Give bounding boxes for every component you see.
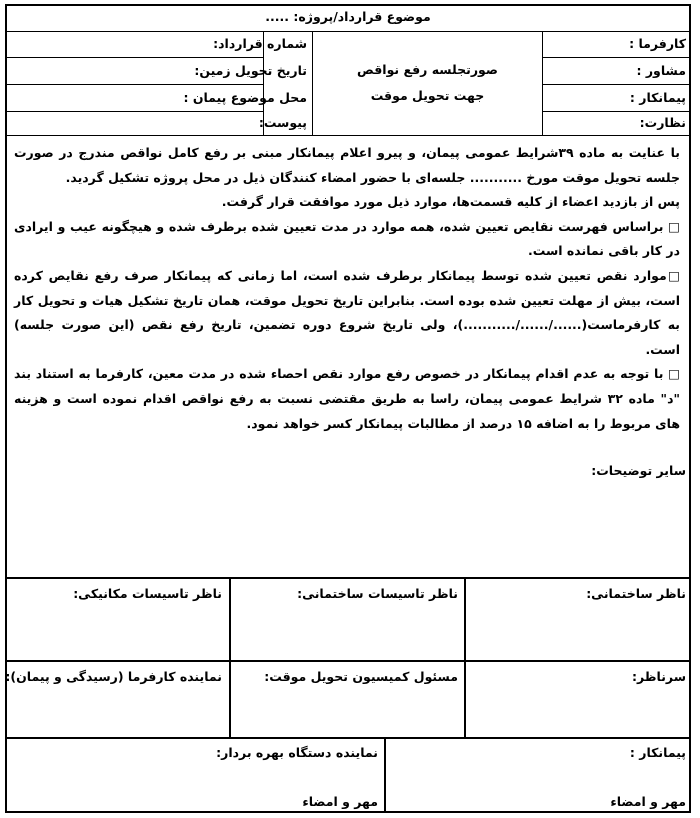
form-title-line-1: صورتجلسه رفع نواقص [357,62,498,77]
divider [5,31,691,32]
divider [5,135,691,136]
land-delivery-date-label: تاریخ تحویل زمین: [194,63,307,78]
divider [464,577,466,737]
employer-label: کارفرما : [629,36,686,51]
project-location-label: محل موضوع پیمان : [183,90,307,105]
option-employer-fixed: □ با توجه به عدم اقدام پیمانکار در خصوص رفع موارد نقص احصاء شده در مدت معین، کارفرما به استناد بند "د" ماده ۳۲ شرایط عمومی پیمان، راسا به طریق مقتضی نسبت به رفع نواقص اقدام نموده است و هزینه های مربوط را به اضافه ۱۵ درصد از مطالبات پیمانکار کسر خواهد نمود. [14,366,680,431]
employer-representative-label: نماینده کارفرما (رسیدگی و پیمان): [5,669,222,684]
form-title-line-2: جهت تحویل موقت [370,88,485,103]
divider [5,577,691,579]
divider [5,57,263,58]
divider [5,737,691,739]
contractor-stamp-sign-label: مهر و امضاء [610,794,686,809]
intro-paragraph: با عنایت به ماده ۳۹شرایط عمومی پیمان، و پیرو اعلام پیمانکار مبنی بر رفع کامل نواقص مندرج در صورت جلسه تحویل موقت مورخ ........... جلسه‌ای با حضور امضاء کنندگان ذیل در محل پروژه تشکیل گردید. [14,145,680,185]
operator-representative-label: نماینده دستگاه بهره بردار: [216,745,378,760]
project-subject-label: موضوع قرارداد/پروژه: ..... [265,9,431,24]
consultant-label: مشاور : [636,63,686,78]
contract-number-label: شماره قرارداد: [213,36,307,51]
option-fixed-late: □موارد نقص تعیین شده توسط پیمانکار برطرف شده است، اما زمانی که پیمانکار صرف رفع نقایص کرده است، بیش از مهلت تعیین شده بوده است. بنابراین تاریخ تحویل موقت، همان تاریخ تشکیل هیات و تحویل کار به کارفرماست(....../....../...........)، ولی تاریخ شروع دوره تضمین، تاریخ رفع نقص (این صورت جلسه) است. [14,267,680,357]
divider [542,84,691,85]
contractor-label: پیمانکار : [629,90,686,105]
divider [542,57,691,58]
head-supervisor-label: سرناظر: [631,669,686,684]
operator-stamp-sign-label: مهر و امضاء [302,794,378,809]
divider [5,660,691,662]
attachment-label: پیوست: [258,115,307,130]
divider [229,577,231,737]
option-all-fixed: □ براساس فهرست نقایص تعیین شده، همه موارد در مدت تعیین شده برطرف شده و هیچگونه عیب و ایرادی در کار باقی نمانده است. [14,218,680,259]
mechanical-installations-supervisor-label: ناظر تاسیسات مکانیکی: [73,586,222,601]
temp-delivery-commission-officer-label: مسئول کمیسیون تحویل موقت: [264,669,458,684]
divider [542,111,691,112]
divider [542,31,543,135]
divider [384,737,386,813]
minutes-body [14,141,680,436]
divider [5,111,263,112]
supervision-label: نظارت: [639,115,686,130]
other-notes-label: سایر توضیحات: [591,463,686,478]
agreement-paragraph: پس از بازدید اعضاء از کلیه قسمت‌ها، موارد ذیل مورد موافقت قرار گرفت. [221,194,680,210]
building-installations-supervisor-label: ناظر تاسیسات ساختمانی: [297,586,458,601]
building-supervisor-label: ناظر ساختمانی: [586,586,686,601]
divider [312,31,313,135]
contractor-signature-label: پیمانکار : [629,745,686,760]
divider [5,84,263,85]
